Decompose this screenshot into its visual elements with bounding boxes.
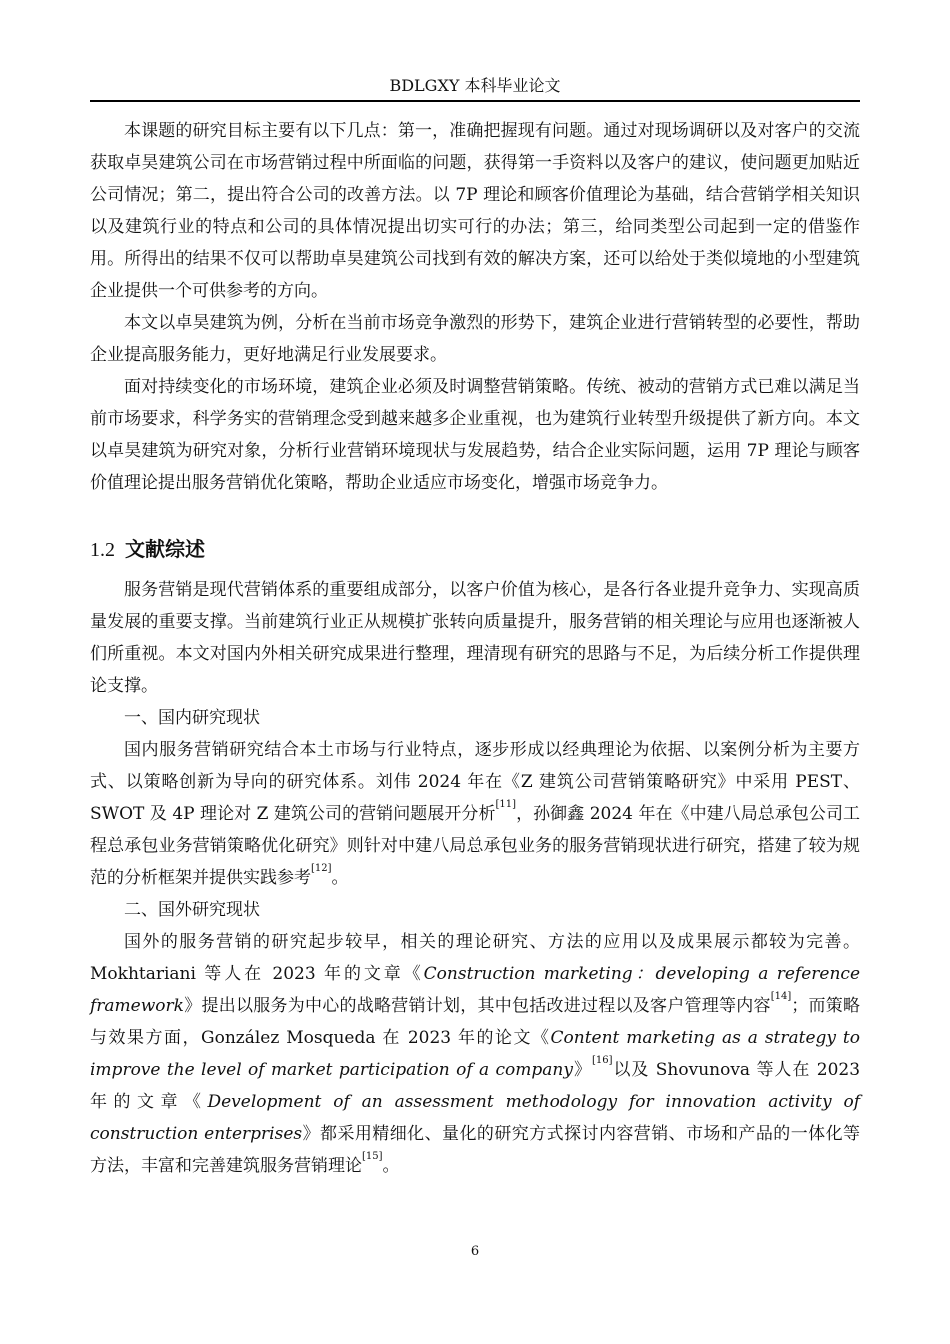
foreign-text-3: ；而策略与效果方面，González Mosqueda 在 2023 年的论文《 — [90, 996, 861, 1048]
page-body — [90, 115, 860, 1182]
paragraph-domestic-research — [90, 734, 860, 894]
foreign-text-5: 以及 Shovunova 等人在 2023 年的文章《 — [90, 1060, 861, 1112]
article-title-1: Construction marketing：developing a reference framework — [90, 964, 861, 1016]
domestic-text-1: 国内服务营销研究结合本土市场与行业特点，逐步形成以经典理论为依据、以案例分析为主要方式、以策略创新为导向的研究体系。刘伟 2024 年在《Z 建筑公司营销策略研究》中采用 PEST、SWOT 及 4P 理论对 Z 建筑公司的营销问题展开分析 — [90, 740, 860, 824]
citation-16: [16] — [591, 1055, 613, 1066]
foreign-text-2: 》提出以服务为中心的战略营销计划，其中包括改进过程以及客户管理等内容 — [183, 996, 771, 1016]
citation-14: [14] — [770, 991, 792, 1002]
citation-12: [12] — [311, 863, 332, 874]
section-heading — [90, 531, 860, 568]
citation-11: [11] — [495, 799, 517, 810]
running-header: BDLGXY 本科毕业论文 — [389, 76, 561, 95]
domestic-heading: 一、国内研究现状 — [124, 708, 260, 728]
page-number: 6 — [470, 1244, 480, 1259]
article-title-3: Development of an assessment methodology for innovation activity of construction enterprises — [90, 1092, 861, 1144]
foreign-text-4: 》 — [572, 1060, 592, 1080]
paragraph-research-goals: 本课题的研究目标主要有以下几点：第一，准确把握现有问题。通过对现场调研以及对客户的交流获取卓昊建筑公司在市场营销过程中所面临的问题，获得第一手资料以及客户的建议，使问题更加贴近公司情况；第二，提出符合公司的改善方法。以 7P 理论和顾客价值理论为基础，结合营销学相关知识以及建筑行业的特点和公司的具体情况提出切实可行的办法；第三，给同类型公司起到一定的借鉴作用。所得出的结果不仅可以帮助卓昊建筑公司找到有效的解决方案，还可以给处于类似境地的小型建筑企业提供一个可供参考的方向。 — [90, 121, 860, 301]
header-rule — [90, 100, 860, 102]
paragraph-case-intro: 本文以卓昊建筑为例，分析在当前市场竞争激烈的形势下，建筑企业进行营销转型的必要性，帮助企业提高服务能力，更好地满足行业发展要求。 — [90, 313, 860, 365]
domestic-text-3: 。 — [331, 868, 349, 888]
section-number: 1.2 — [90, 539, 115, 561]
foreign-heading: 二、国外研究现状 — [124, 900, 260, 920]
domestic-text-2: ，孙御鑫 2024 年在《中建八局总承包公司工程总承包业务营销策略优化研究》则针对中建八局总承包业务的服务营销现状进行研究，搭建了较为规范的分析框架并提供实践参考 — [90, 804, 861, 888]
foreign-text-6: 》都采用精细化、量化的研究方式探讨内容营销、市场和产品的一体化等方法，丰富和完善建筑服务营销理论 — [90, 1124, 861, 1176]
paragraph-foreign-research — [90, 926, 860, 1182]
citation-15: [15] — [362, 1151, 383, 1162]
paragraph-market-environment: 面对持续变化的市场环境，建筑企业必须及时调整营销策略。传统、被动的营销方式已难以满足当前市场要求，科学务实的营销理念受到越来越多企业重视，也为建筑行业转型升级提供了新方向。本文以卓昊建筑为研究对象，分析行业营销环境现状与发展趋势，结合企业实际问题，运用 7P 理论与顾客价值理论提出服务营销优化策略，帮助企业适应市场变化，增强市场竞争力。 — [90, 377, 860, 493]
paragraph-literature-intro: 服务营销是现代营销体系的重要组成部分，以客户价值为核心，是各行各业提升竞争力、实现高质量发展的重要支撑。当前建筑行业正从规模扩张转向质量提升，服务营销的相关理论与应用也逐渐被人们所重视。本文对国内外相关研究成果进行整理，理清现有研究的思路与不足，为后续分析工作提供理论支撑。 — [90, 580, 860, 696]
foreign-text-7: 。 — [382, 1156, 400, 1176]
article-title-2: Content marketing as a strategy to improve the level of market participation of a company — [90, 1028, 860, 1080]
section-title: 文献综述 — [125, 537, 205, 561]
foreign-text-1: 国外的服务营销的研究起步较早，相关的理论研究、方法的应用以及成果展示都较为完善。Mokhtariani 等人在 2023 年的文章《 — [90, 932, 860, 984]
